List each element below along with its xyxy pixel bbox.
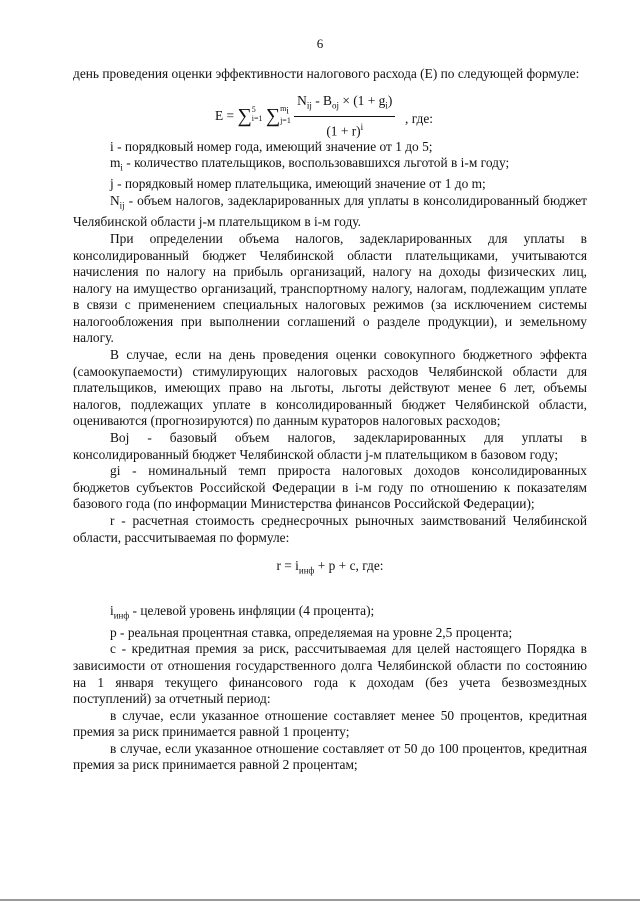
sum-outer-upper: 5	[251, 105, 256, 115]
definition-gi: gi - номинальный темп прироста налоговых доходов консолидированных бюджетов субъектов Российской Федерации в i-м году по отношению к показателям базового года (по информации Министерства финансов Российской Федерации);	[73, 463, 587, 512]
sum-inner-limits	[280, 104, 291, 125]
scan-edge-line	[0, 899, 640, 901]
definition-i: i - порядковый номер года, имеющий значение от 1 до 5;	[110, 138, 433, 154]
case-50-100: в случае, если указанное отношение составляет от 50 до 100 процентов, кредитная премия за риск принимается равной 2 процентам;	[73, 740, 587, 773]
definition-m: $m_i$ - количество плательщиков, воспользовавшихся льготой в i-м году;	[110, 155, 510, 173]
intro-paragraph: день проведения оценки эффективности налогового расхода (E) по следующей формуле:	[73, 66, 580, 81]
efficiency-formula	[73, 83, 587, 139]
definition-c: c - кредитная премия за риск, рассчитываемая для целей настоящего Порядка в зависимости от отношения государственного долга Челябинской области по состоянию на 1 января текущего финансового года к доходам (без учета безвозмездных поступлений) за отчетный период:	[73, 641, 587, 707]
document-body	[73, 66, 587, 774]
formula-tail: , где:	[405, 110, 433, 126]
formula-numerator: $N_{ij} - B_{oj} \times (1 + g_i)$	[294, 93, 395, 117]
formula-lhs: E =	[215, 107, 235, 123]
case-paragraph: В случае, если на день проведения оценки совокупного бюджетного эффекта (самоокупаемости) стимулирующих налоговых расходов Челябинской области для плательщиков, имеющих право на льготы, льготы действуют менее 6 лет, объемы налогов, подлежащих уплате в консолидированный бюджет Челябинской области, оцениваются (прогнозируются) по данным кураторов налоговых расходов;	[73, 347, 587, 429]
definition-j: j - порядковый номер плательщика, имеющий значение от 1 до m;	[110, 176, 486, 192]
case-under-50: в случае, если указанное отношение составляет менее 50 процентов, кредитная премия за риск принимается равной 1 проценту;	[73, 707, 587, 740]
determination-paragraph: При определении объема налогов, задекларированных для уплаты в консолидированный бюджет Челябинской области плательщиками, учитываются начисления по налогу на прибыль организаций, налогу на доходы физических лиц, налогу на имущество организаций, транспортному налогу, налогам, подлежащим уплате в связи с применением специальных налоговых режимов (за исключением системы налогообложения при выполнении соглашений о разделе продукции), и земельному налогу.	[73, 230, 587, 346]
sum-outer-limits	[252, 105, 263, 123]
sum-inner-lower: j=1	[280, 115, 291, 125]
formula-denominator: $(1 + r)^i$	[326, 121, 364, 139]
definition-r: r - расчетная стоимость среднесрочных рыночных заимствований Челябинской области, рассчитываемая по формуле:	[73, 513, 587, 545]
page-number: 6	[316, 36, 324, 51]
definition-boj: Boj - базовый объем налогов, задекларированных для уплаты в консолидированный бюджет Челябинской области j-м плательщиком в базовом году;	[73, 430, 587, 462]
definition-p: p - реальная процентная ставка, определяемая на уровне 2,5 процента;	[110, 624, 513, 640]
definition-n: $N_{ij}$ - объем налогов, задекларированных для уплаты в консолидированный бюджет Челябинской области j-м плательщиком в i-м году.	[73, 193, 587, 230]
sum-inner-upper: $m_i$	[280, 103, 289, 116]
definition-inflation: $i_{инф}$ - целевой уровень инфляции (4 процента);	[110, 603, 375, 622]
formula-fraction	[294, 93, 395, 140]
sum-outer-lower: i=1	[251, 114, 263, 124]
formula-expression	[215, 93, 395, 140]
sum-symbol-inner: ∑	[265, 105, 281, 128]
sum-symbol-outer: ∑	[237, 105, 252, 128]
rate-formula: $r = i_{инф} + p + c$, где:	[276, 558, 384, 576]
